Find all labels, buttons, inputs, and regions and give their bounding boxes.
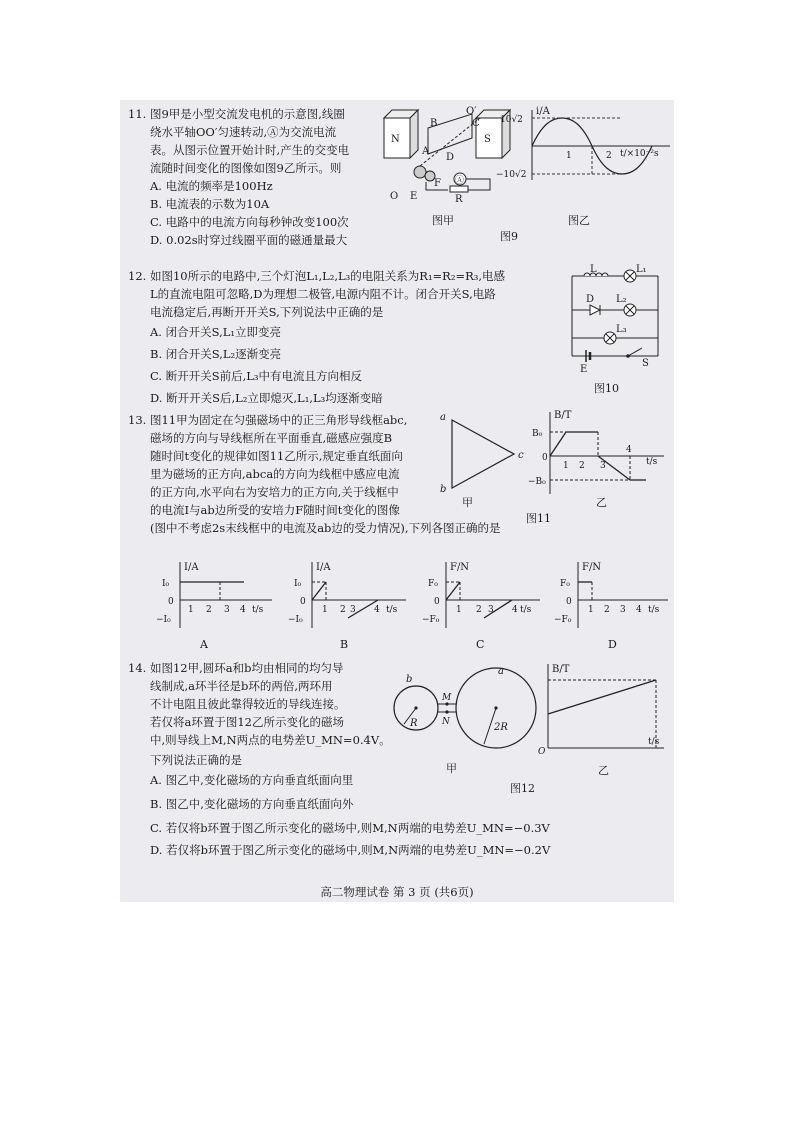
q12-option-d: D. 断开开关S后,L₂立即熄灭,L₁,L₃均逐渐变暗 [150, 391, 383, 405]
q14-line: 不计电阻且彼此靠得较近的导线连接。 [150, 697, 346, 711]
gen-label-s: S [484, 134, 491, 145]
q13-line: (图中不考虑2s末线框中的电流及ab边的受力情况),下列各图正确的是 [150, 521, 501, 535]
ans-b-top: I₀ [294, 579, 302, 589]
ans-c-xlabel: t/s [520, 605, 532, 615]
q11-line: 表。从图示位置开始计时,产生的交变电 [150, 143, 350, 157]
ans-a-tick: 4 [240, 605, 246, 615]
q11-line: 绕水平轴OO′匀速转动,Ⓐ为交流电流 [150, 125, 337, 139]
circuit-label-l1: L₁ [636, 264, 647, 275]
ring-label-2r: 2R [494, 722, 508, 733]
ans-c-tick: 1 [456, 605, 462, 615]
ans-a-xlabel: t/s [252, 605, 264, 615]
circuit-label-l2: L₂ [616, 294, 627, 305]
q13-line: 的正方向,水平向右为安培力的正方向,关于线框中 [150, 485, 399, 499]
ans-d-letter: D [608, 638, 617, 651]
fig-9-jia-label: 图甲 [432, 214, 454, 227]
circuit-label-l: L [590, 264, 597, 275]
ring-label-m: M [442, 693, 452, 703]
gen-label-f: F [434, 178, 441, 189]
q14-option-b: B. 图乙中,变化磁场的方向垂直纸面向外 [150, 797, 354, 811]
graph-tick: 2 [606, 151, 612, 161]
gen-label-d: D [446, 152, 455, 163]
graph-bottom-label: −10√2 [496, 170, 527, 180]
b-graph-ylabel: B/T [554, 410, 572, 421]
gen-label-e: E [410, 191, 418, 202]
q13-line: 的电流I与ab边所受的安培力F随时间t变化的图像 [150, 503, 400, 517]
ans-d-tick: 3 [620, 605, 626, 615]
ans-d-bottom: −F₀ [554, 615, 572, 625]
answer-graph-d [552, 558, 672, 630]
answer-graph-b [286, 558, 410, 630]
ans-b-bottom: −I₀ [288, 615, 303, 625]
ans-b-ylabel: I/A [316, 562, 331, 573]
ans-c-tick: 3 [488, 605, 494, 615]
q14-option-d: D. 若仅将b环置于图乙所示变化的磁场中,则M,N两端的电势差U_MN=−0.2V [150, 843, 551, 857]
b-graph-tick: 4 [626, 445, 632, 455]
gen-label-o: O [390, 191, 399, 202]
fig-11-caption: 图11 [526, 512, 551, 525]
answer-graph-a [154, 558, 274, 630]
circuit-diagram [562, 262, 672, 374]
q11-line: 流随时间变化的图像如图9乙所示。则 [150, 161, 342, 175]
q14-option-c: C. 若仅将b环置于图乙所示变化的磁场中,则M,N两端的电势差U_MN=−0.3V [150, 821, 550, 835]
q13-line: 13. 图11甲为固定在匀强磁场中的正三角形导线框abc, [128, 413, 408, 427]
graph-top-label: 10√2 [500, 115, 523, 125]
b12-ylabel: B/T [552, 664, 570, 675]
fig-10-caption: 图10 [594, 382, 619, 395]
b12-xlabel: t/s [648, 737, 660, 747]
ans-a-tick: 2 [206, 605, 212, 615]
b-graph-tick: 2 [579, 461, 585, 471]
gen-label-c: C [472, 118, 480, 129]
q11-option-d: D. 0.02s时穿过线圈平面的磁通量最大 [150, 233, 348, 247]
ans-c-zero: 0 [434, 597, 440, 607]
ans-b-tick: 2 [340, 605, 346, 615]
q11-option-b: B. 电流表的示数为10A [150, 197, 270, 211]
q14-option-a: A. 图乙中,变化磁场的方向垂直纸面向里 [150, 773, 354, 787]
ans-d-tick: 1 [588, 605, 594, 615]
ans-c-bottom: −F₀ [422, 615, 440, 625]
ans-d-ylabel: F/N [582, 562, 602, 573]
two-rings-diagram [390, 666, 540, 756]
q13-line: 里为磁场的正方向,abca的方向为线框中感应电流 [150, 467, 400, 481]
b-graph-zero: 0 [542, 453, 548, 463]
tri-label-b: b [440, 484, 447, 495]
ans-a-ylabel: I/A [184, 562, 199, 573]
tri-label-a: a [440, 412, 446, 423]
ans-c-tick: 4 [512, 605, 518, 615]
ans-c-letter: C [476, 638, 485, 651]
ans-c-tick: 2 [476, 605, 482, 615]
circuit-label-d: D [586, 294, 595, 305]
current-time-graph [496, 104, 672, 184]
fig-11-jia-label: 甲 [462, 496, 473, 509]
fig-9-yi-label: 图乙 [568, 214, 590, 227]
graph-tick: 1 [566, 151, 572, 161]
gen-label-o-prime: O′ [466, 106, 477, 117]
b-graph-xlabel: t/s [646, 457, 658, 467]
ans-c-top: F₀ [428, 579, 438, 589]
ring-label-n: N [442, 717, 450, 727]
q12-line: 12. 如图10所示的电路中,三个灯泡L₁,L₂,L₃的电阻关系为R₁=R₂=R₃,电感 [128, 269, 506, 283]
q14-line: 14. 如图12甲,圆环a和b均由相同的均匀导 [128, 661, 344, 675]
answer-graph-c [420, 558, 544, 630]
ans-d-tick: 4 [636, 605, 642, 615]
b-graph-tick: 1 [563, 461, 569, 471]
ans-a-letter: A [200, 638, 208, 651]
graph-xlabel: t/×10⁻²s [620, 149, 659, 159]
ans-b-letter: B [340, 638, 349, 651]
q12-line: 电流稳定后,再断开开关S,下列说法中正确的是 [150, 305, 384, 319]
q14-line: 若仅将a环置于图12乙所示变化的磁场 [150, 715, 344, 729]
q14-line: 中,则导线上M,N两点的电势差U_MN=0.4V。 [150, 733, 391, 747]
q14-line: 线制成,a环半径是b环的两倍,两环用 [150, 679, 333, 693]
b-time-graph-12 [536, 660, 670, 756]
q13-line: 磁场的方向与导线框所在平面垂直,磁感应强度B [150, 431, 393, 445]
ans-a-tick: 3 [224, 605, 230, 615]
fig-12-yi-label: 乙 [598, 764, 609, 777]
tri-label-c: c [518, 450, 524, 461]
ans-b-zero: 0 [300, 597, 306, 607]
ans-b-xlabel: t/s [386, 605, 398, 615]
q12-line: L的直流电阻可忽略,D为理想二极管,电源内阻不计。闭合开关S,电路 [150, 287, 496, 301]
b-graph-top: B₀ [532, 429, 543, 439]
q11-option-c: C. 电路中的电流方向每秒钟改变100次 [150, 215, 349, 229]
q14-line: 下列说法正确的是 [150, 753, 242, 767]
ans-d-xlabel: t/s [648, 605, 660, 615]
graph-ylabel: i/A [536, 106, 550, 117]
ans-a-bottom: −I₀ [156, 615, 171, 625]
ring-label-a: a [498, 666, 504, 677]
gen-label-n: N [391, 134, 400, 145]
circuit-label-e: E [580, 364, 588, 374]
ans-b-tick: 4 [374, 605, 380, 615]
b-graph-tick: 3 [600, 461, 606, 471]
b-time-graph-11 [528, 408, 668, 498]
gen-label-r: R [455, 194, 463, 204]
ans-a-zero: 0 [168, 597, 174, 607]
ans-a-top: I₀ [162, 579, 170, 589]
ans-b-tick: 3 [350, 605, 356, 615]
b-graph-bottom: −B₀ [528, 477, 546, 487]
q12-option-a: A. 闭合开关S,L₁立即变亮 [150, 325, 281, 339]
ammeter-icon: Ⓐ [455, 176, 465, 186]
circuit-label-s: S [642, 358, 649, 369]
q12-option-b: B. 闭合开关S,L₂逐渐变亮 [150, 347, 282, 361]
gen-label-a: A [422, 146, 430, 157]
fig-11-yi-label: 乙 [596, 496, 607, 509]
ans-d-top: F₀ [560, 579, 570, 589]
ring-label-b: b [406, 674, 413, 685]
fig-12-caption: 图12 [510, 782, 535, 795]
circuit-label-l3: L₃ [616, 324, 627, 335]
q11-line: 11. 图9甲是小型交流发电机的示意图,线圈 [128, 107, 345, 121]
triangle-frame [438, 410, 528, 498]
q12-option-c: C. 断开开关S前后,L₃中有电流且方向相反 [150, 369, 362, 383]
ans-a-tick: 1 [188, 605, 194, 615]
b12-origin: O [538, 747, 546, 756]
page-footer: 高二物理试卷 第 3 页 (共6页) [320, 885, 474, 899]
ring-label-r: R [410, 718, 418, 729]
ans-d-tick: 2 [604, 605, 610, 615]
ans-c-ylabel: F/N [450, 562, 470, 573]
ans-b-tick: 1 [322, 605, 328, 615]
gen-label-b: B [430, 118, 438, 129]
fig-12-jia-label: 甲 [446, 762, 457, 775]
q11-option-a: A. 电流的频率是100Hz [150, 179, 273, 193]
ans-d-zero: 0 [566, 597, 572, 607]
q13-line: 随时间t变化的规律如图11乙所示,规定垂直纸面向 [150, 449, 403, 463]
fig-9-caption: 图9 [500, 230, 518, 243]
